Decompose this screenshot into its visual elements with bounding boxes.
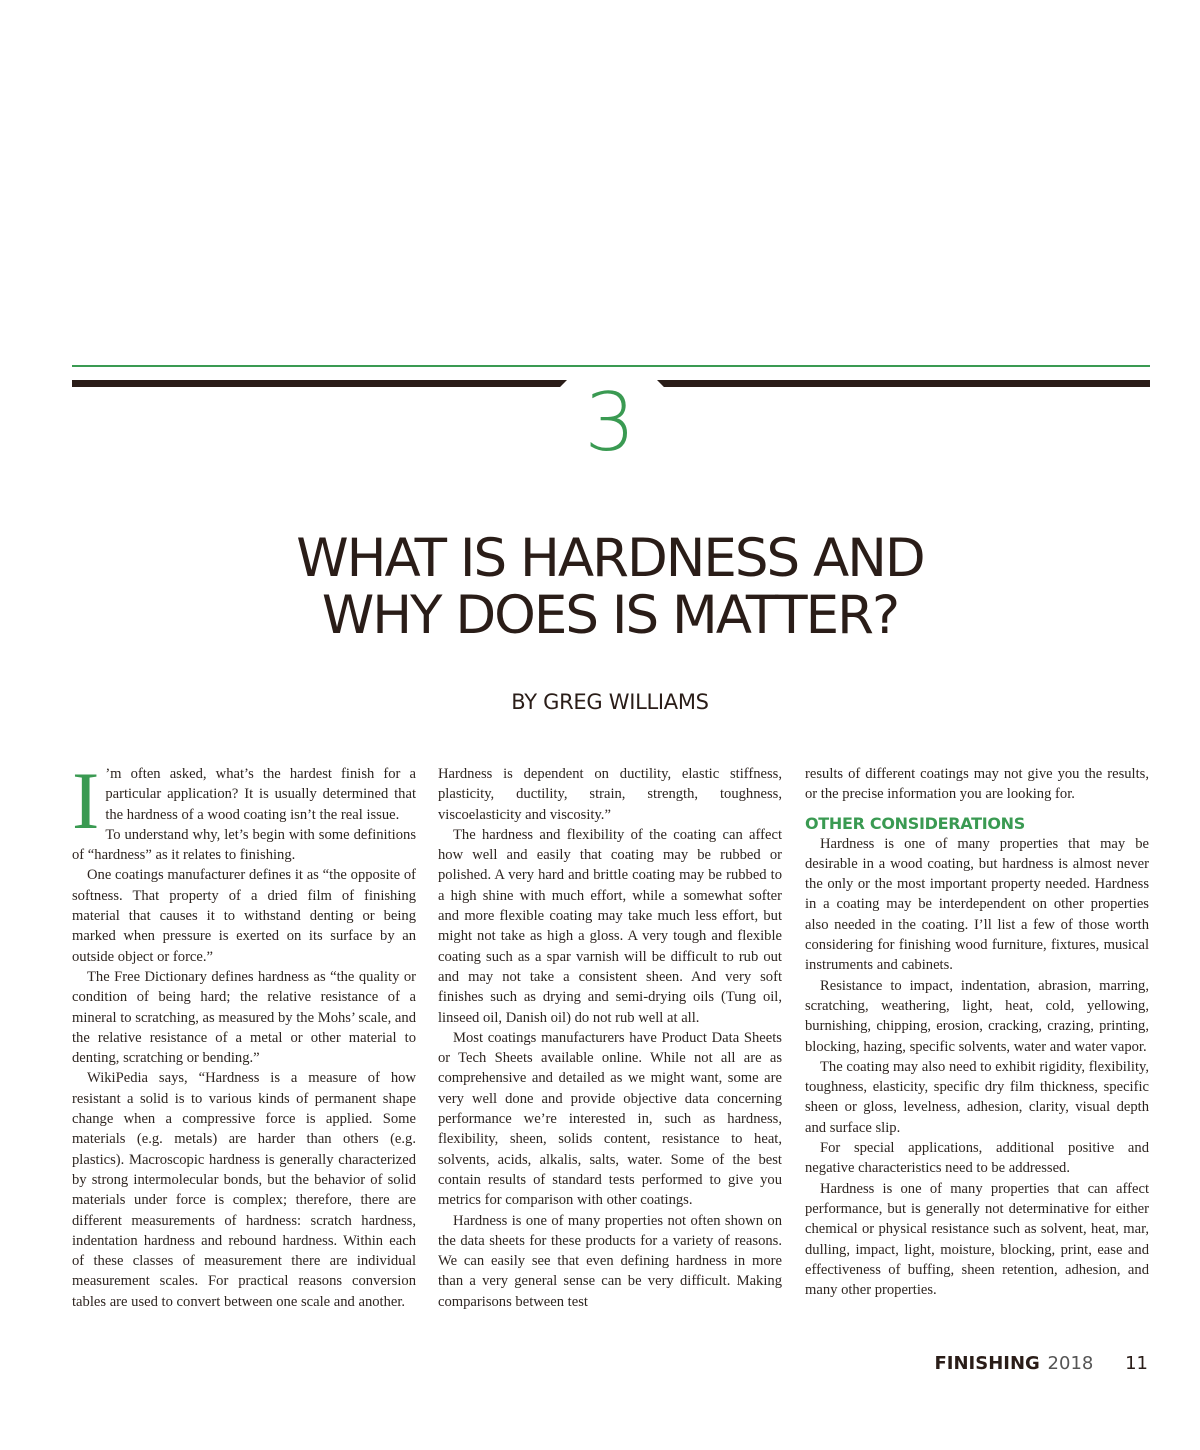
- paragraph: Hardness is one of many properties that may be desirable in a wood coating, but hardness is almost never the only or the most important property needed. Hardness in a coating may be interdependent on other properties also needed in the coating. I’ll list a few of those worth considering for finishing wood furniture, fixtures, musical instruments and cabinets.: [805, 835, 1149, 974]
- header-rule-right: [657, 380, 1150, 387]
- paragraph: The coating may also need to exhibit rigidity, flexibility, toughness, elasticity, specific dry film thickness, specific sheen or gloss, levelness, adhesion, clarity, visual depth and surface slip.: [805, 1058, 1149, 1136]
- paragraph: For special applications, additional positive and negative characteristics need to be addressed.: [805, 1140, 1149, 1177]
- article-column-3: [805, 764, 1149, 1300]
- magazine-name: FINISHING: [934, 1353, 1040, 1374]
- header-rule-left: [72, 380, 567, 387]
- paragraph: Resistance to impact, indentation, abrasion, marring, scratching, weathering, light, heat, cold, yellowing, burnishing, chipping, erosion, cracking, crazing, printing, blocking, hazing, specific solvents, water and water vapor.: [805, 977, 1149, 1055]
- page-footer: [934, 1353, 1148, 1374]
- paragraph: Hardness is one of many properties not often shown on the data sheets for these products for a variety of reasons. We can easily see that even defining hardness in more than a very general sense can be very difficult. Making comparisons between test: [438, 1212, 782, 1310]
- header-rule-thin: [72, 365, 1150, 367]
- paragraph: One coatings manufacturer defines it as “the opposite of softness. That property of a dried film of finishing material that causes it to withstand denting or being marked when pressure is exerted on its surface by an outside object or force.”: [72, 867, 416, 965]
- first-paragraph-text: ’m often asked, what’s the hardest finish for a particular application? It is usually determined that the hardness of a wood coating isn’t the real issue.: [105, 766, 416, 823]
- drop-cap: I: [72, 755, 100, 846]
- issue-year: 2018: [1047, 1353, 1094, 1374]
- article-column-1: [72, 755, 416, 1312]
- page-number: 11: [1125, 1353, 1148, 1374]
- paragraph: Hardness is dependent on ductility, elastic stiffness, plasticity, ductility, strain, strength, toughness, viscoelasticity and viscosity.”: [438, 766, 782, 823]
- paragraph: Hardness is one of many properties that can affect performance, but is generally not determinative for either chemical or physical resistance such as solvent, heat, mar, dulling, impact, light, moisture, blocking, print, ease and effectiveness of buffing, sheen retention, adhesion, and many other properties.: [805, 1180, 1149, 1299]
- paragraph: The Free Dictionary defines hardness as “the quality or condition of being hard; the relative resistance of a mineral to scratching, as measured by the Mohs’ scale, and the relative resistance of a metal or other material to denting, scratching or bending.”: [72, 968, 416, 1067]
- byline: BY GREG WILLIAMS: [511, 690, 709, 714]
- title-line-1: WHAT IS HARDNESS AND: [296, 528, 924, 589]
- article-column-2: [438, 764, 782, 1312]
- paragraph: To understand why, let’s begin with some definitions of “hardness” as it relates to finishing.: [72, 826, 416, 864]
- paragraph: WikiPedia says, “Hardness is a measure of how resistant a solid is to various kinds of permanent shape change when a compressive force is applied. Some materials (e.g. metals) are harder than others (e.g. plastics). Macroscopic hardness is generally characterized by strong intermolecular bonds, but the behavior of solid materials under force is complex; therefore, there are different measurements of hardness: scratch hardness, indentation hardness and rebound hardness. Within each of these classes of measurement there are individual measurement scales. For practical reasons conversion tables are used to convert between one scale and another.: [72, 1070, 416, 1310]
- chapter-number: 3: [584, 376, 636, 469]
- title-line-2: WHY DOES IS MATTER?: [321, 585, 899, 646]
- paragraph: The hardness and flexibility of the coating can affect how well and easily that coating may be rubbed or polished. A very hard and brittle coating may be rubbed to a high shine with much effort, while a somewhat softer and more flexible coating may take much less effort, but might not take as high a gloss. A very tough and flexible coating such as a spar varnish will be difficult to rub out and may not take a consistent sheen. And very soft finishes such as drying and semi-drying oils (Tung oil, linseed oil, Danish oil) do not rub well at all.: [438, 826, 782, 1026]
- paragraph: results of different coatings may not give you the results, or the precise information you are looking for.: [805, 766, 1149, 803]
- section-heading: OTHER CONSIDERATIONS: [805, 813, 1025, 833]
- paragraph: Most coatings manufacturers have Product Data Sheets or Tech Sheets available online. While not all are as comprehensive and detailed as we might want, some are very well done and provide objective data concerning performance we’re interested in, such as hardness, flexibility, sheen, solids content, resistance to heat, solvents, acids, alkalis, salts, water. Some of the best contain results of standard tests performed to give you metrics for comparison with other coatings.: [438, 1029, 782, 1209]
- page-title: [120, 530, 1100, 644]
